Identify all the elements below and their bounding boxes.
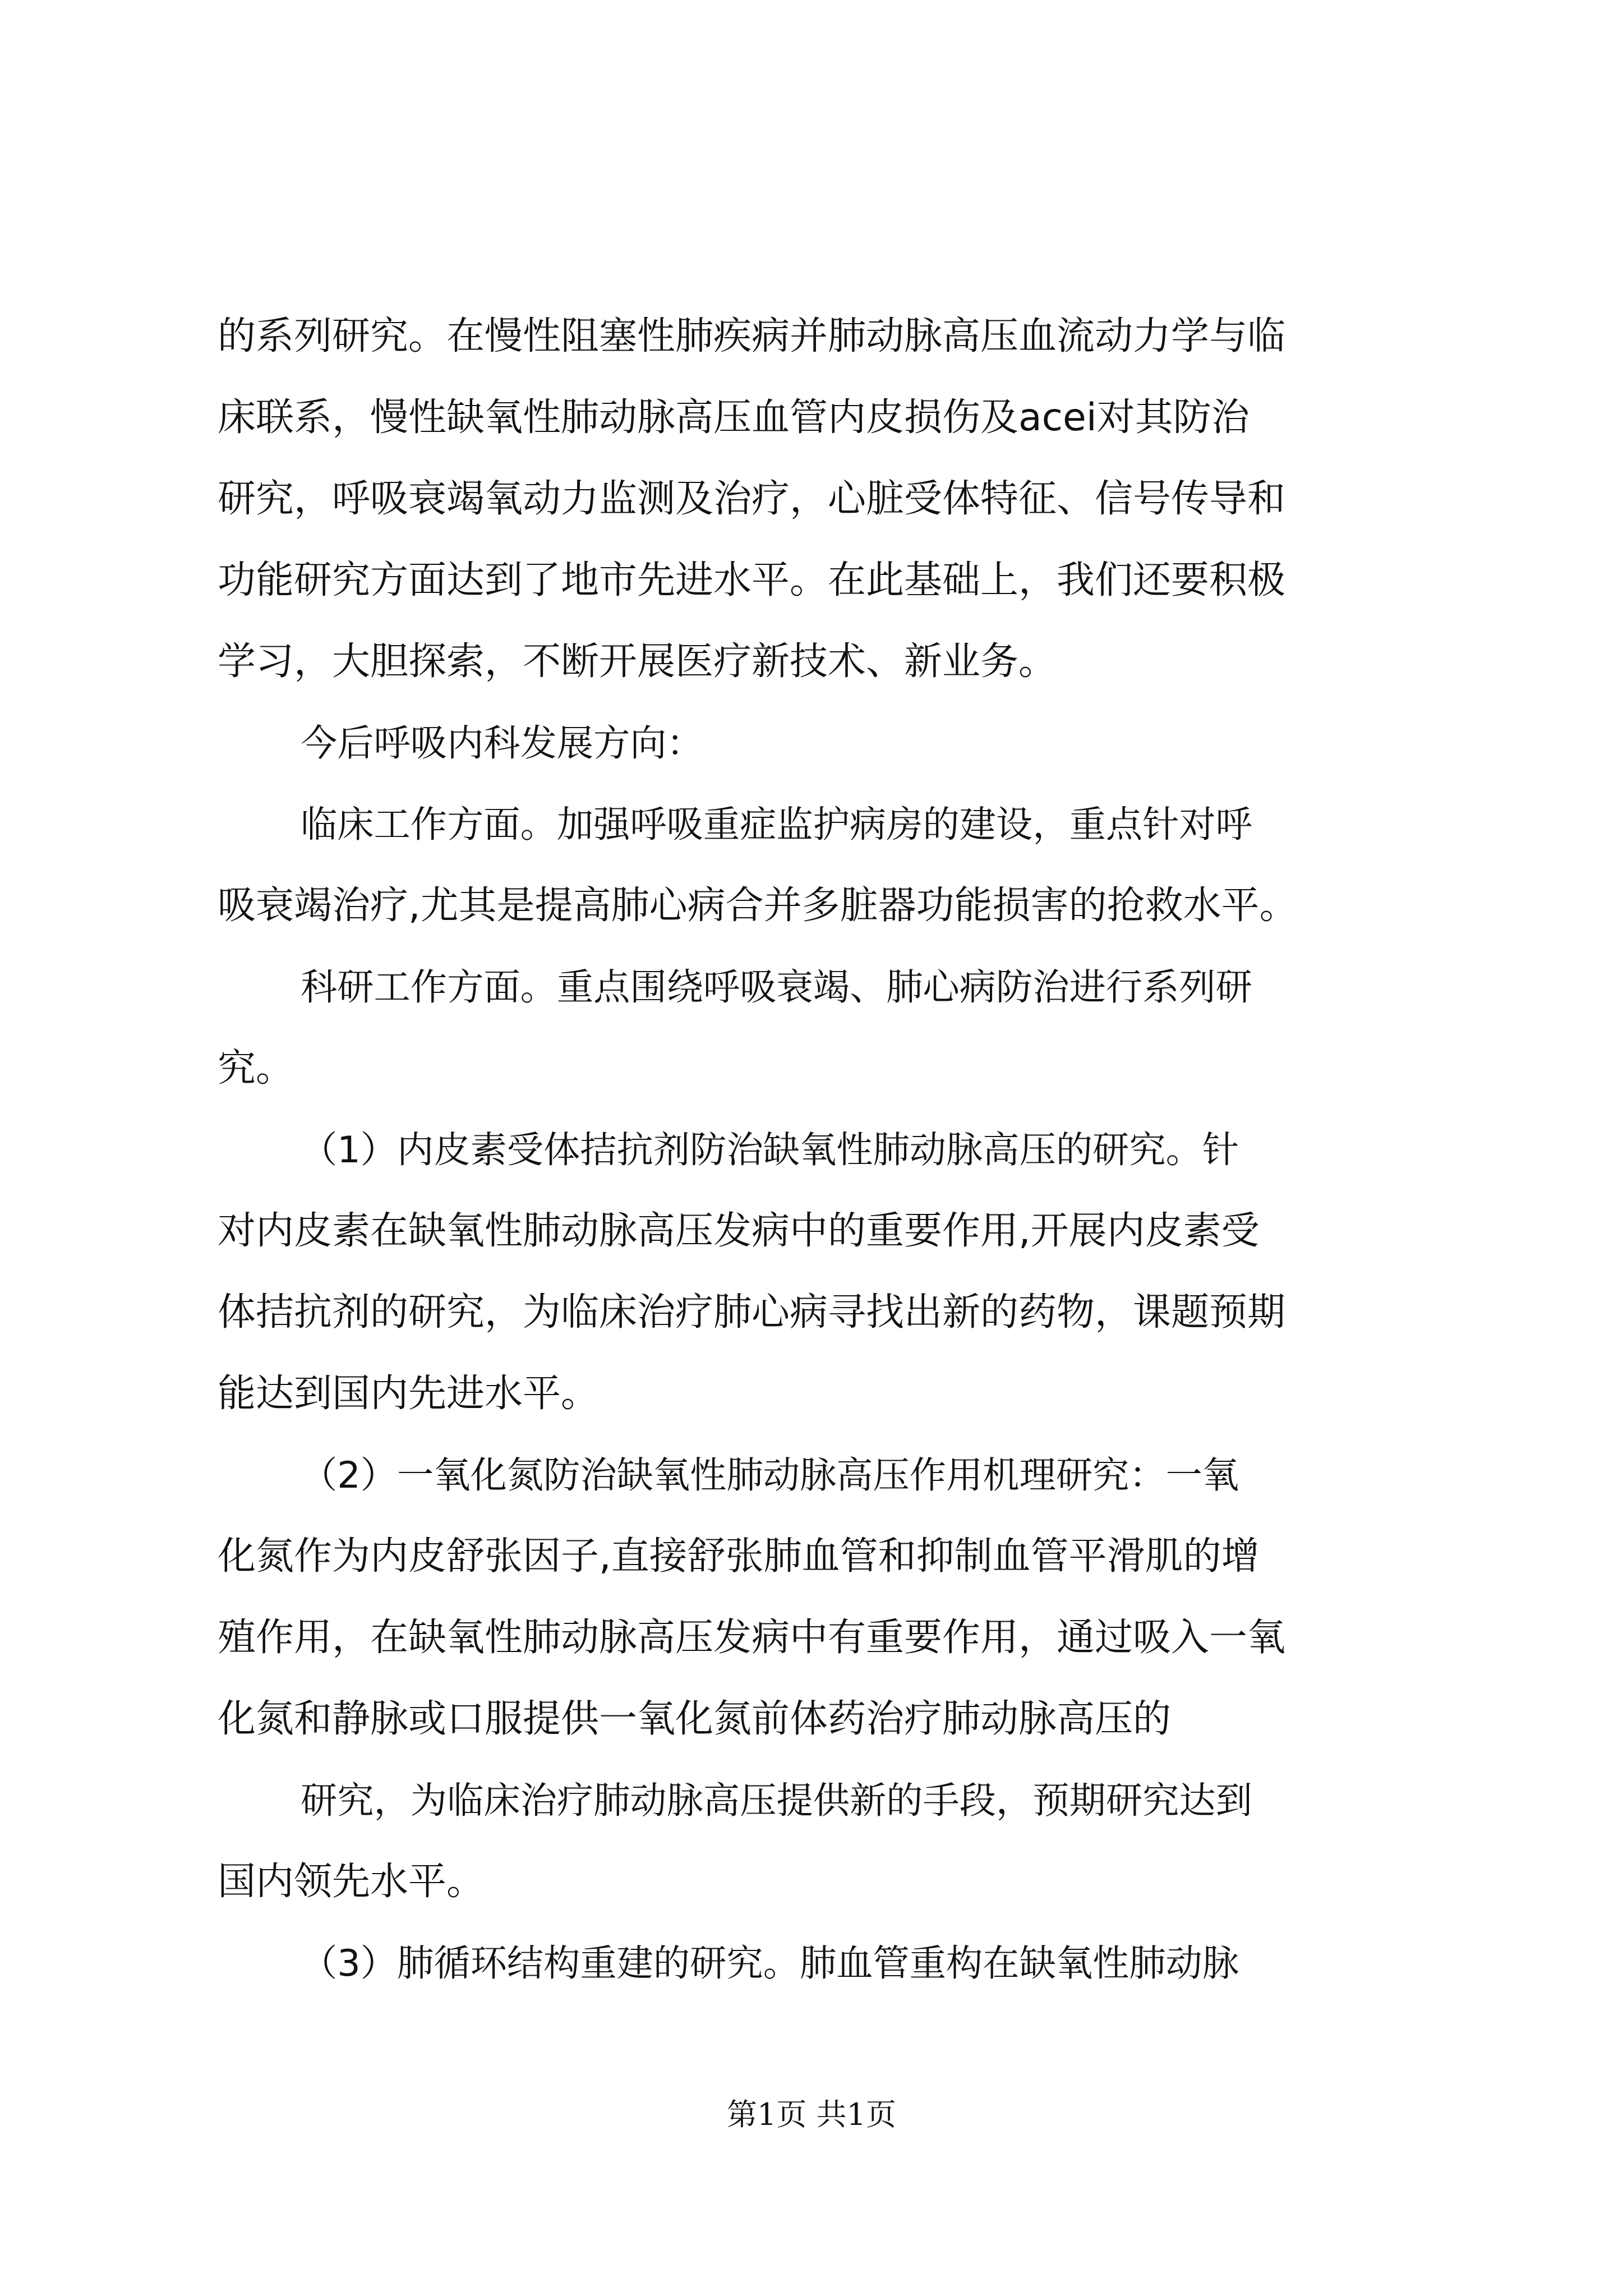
text-line: 化氮和静脉或口服提供一氧化氮前体药治疗肺动脉高压的: [218, 1697, 1172, 1741]
text-line: 学习，大胆探索，不断开展医疗新技术、新业务。: [218, 639, 1057, 684]
text-line: （2）一氧化氮防治缺氧性肺动脉高压作用机理研究：一氧: [301, 1454, 1239, 1497]
text-line: （1）内皮素受体拮抗剂防治缺氧性肺动脉高压的研究。针: [301, 1129, 1239, 1171]
text-line: 能达到国内先进水平。: [218, 1372, 600, 1416]
text-line: 研究，呼吸衰竭氧动力监测及治疗，心脏受体特征、信号传导和: [218, 477, 1286, 521]
page-footer: 第1页 共1页: [727, 2097, 896, 2132]
text-line: 床联系，慢性缺氧性肺动脉高压血管内皮损伤及acei对其防治: [218, 395, 1249, 440]
text-line: 今后呼吸内科发展方向：: [301, 722, 703, 765]
text-line: 体拮抗剂的研究，为临床治疗肺心病寻找出新的药物，课题预期: [218, 1290, 1286, 1335]
text-line: 殖作用，在缺氧性肺动脉高压发病中有重要作用，通过吸入一氧: [218, 1616, 1286, 1660]
text-line: 国内领先水平。: [218, 1860, 485, 1904]
text-line: 究。: [218, 1046, 294, 1091]
text-line: 的系列研究。在慢性阻塞性肺疾病并肺动脉高压血流动力学与临: [218, 314, 1286, 358]
text-line: 化氮作为内皮舒张因子,直接舒张肺血管和抑制血管平滑肌的增: [218, 1534, 1260, 1579]
text-line: 对内皮素在缺氧性肺动脉高压发病中的重要作用,开展内皮素受: [218, 1209, 1260, 1253]
text-line: （3）肺循环结构重建的研究。肺血管重构在缺氧性肺动脉: [301, 1942, 1239, 1985]
text-line: 吸衰竭治疗,尤其是提高肺心病合并多脏器功能损害的抢救水平。: [218, 884, 1298, 928]
text-line: 研究，为临床治疗肺动脉高压提供新的手段，预期研究达到: [301, 1779, 1252, 1822]
text-line: 临床工作方面。加强呼吸重症监护病房的建设，重点针对呼: [301, 803, 1252, 846]
text-line: 科研工作方面。重点围绕呼吸衰竭、肺心病防治进行系列研: [301, 966, 1252, 1009]
text-line: 功能研究方面达到了地市先进水平。在此基础上，我们还要积极: [218, 558, 1286, 602]
